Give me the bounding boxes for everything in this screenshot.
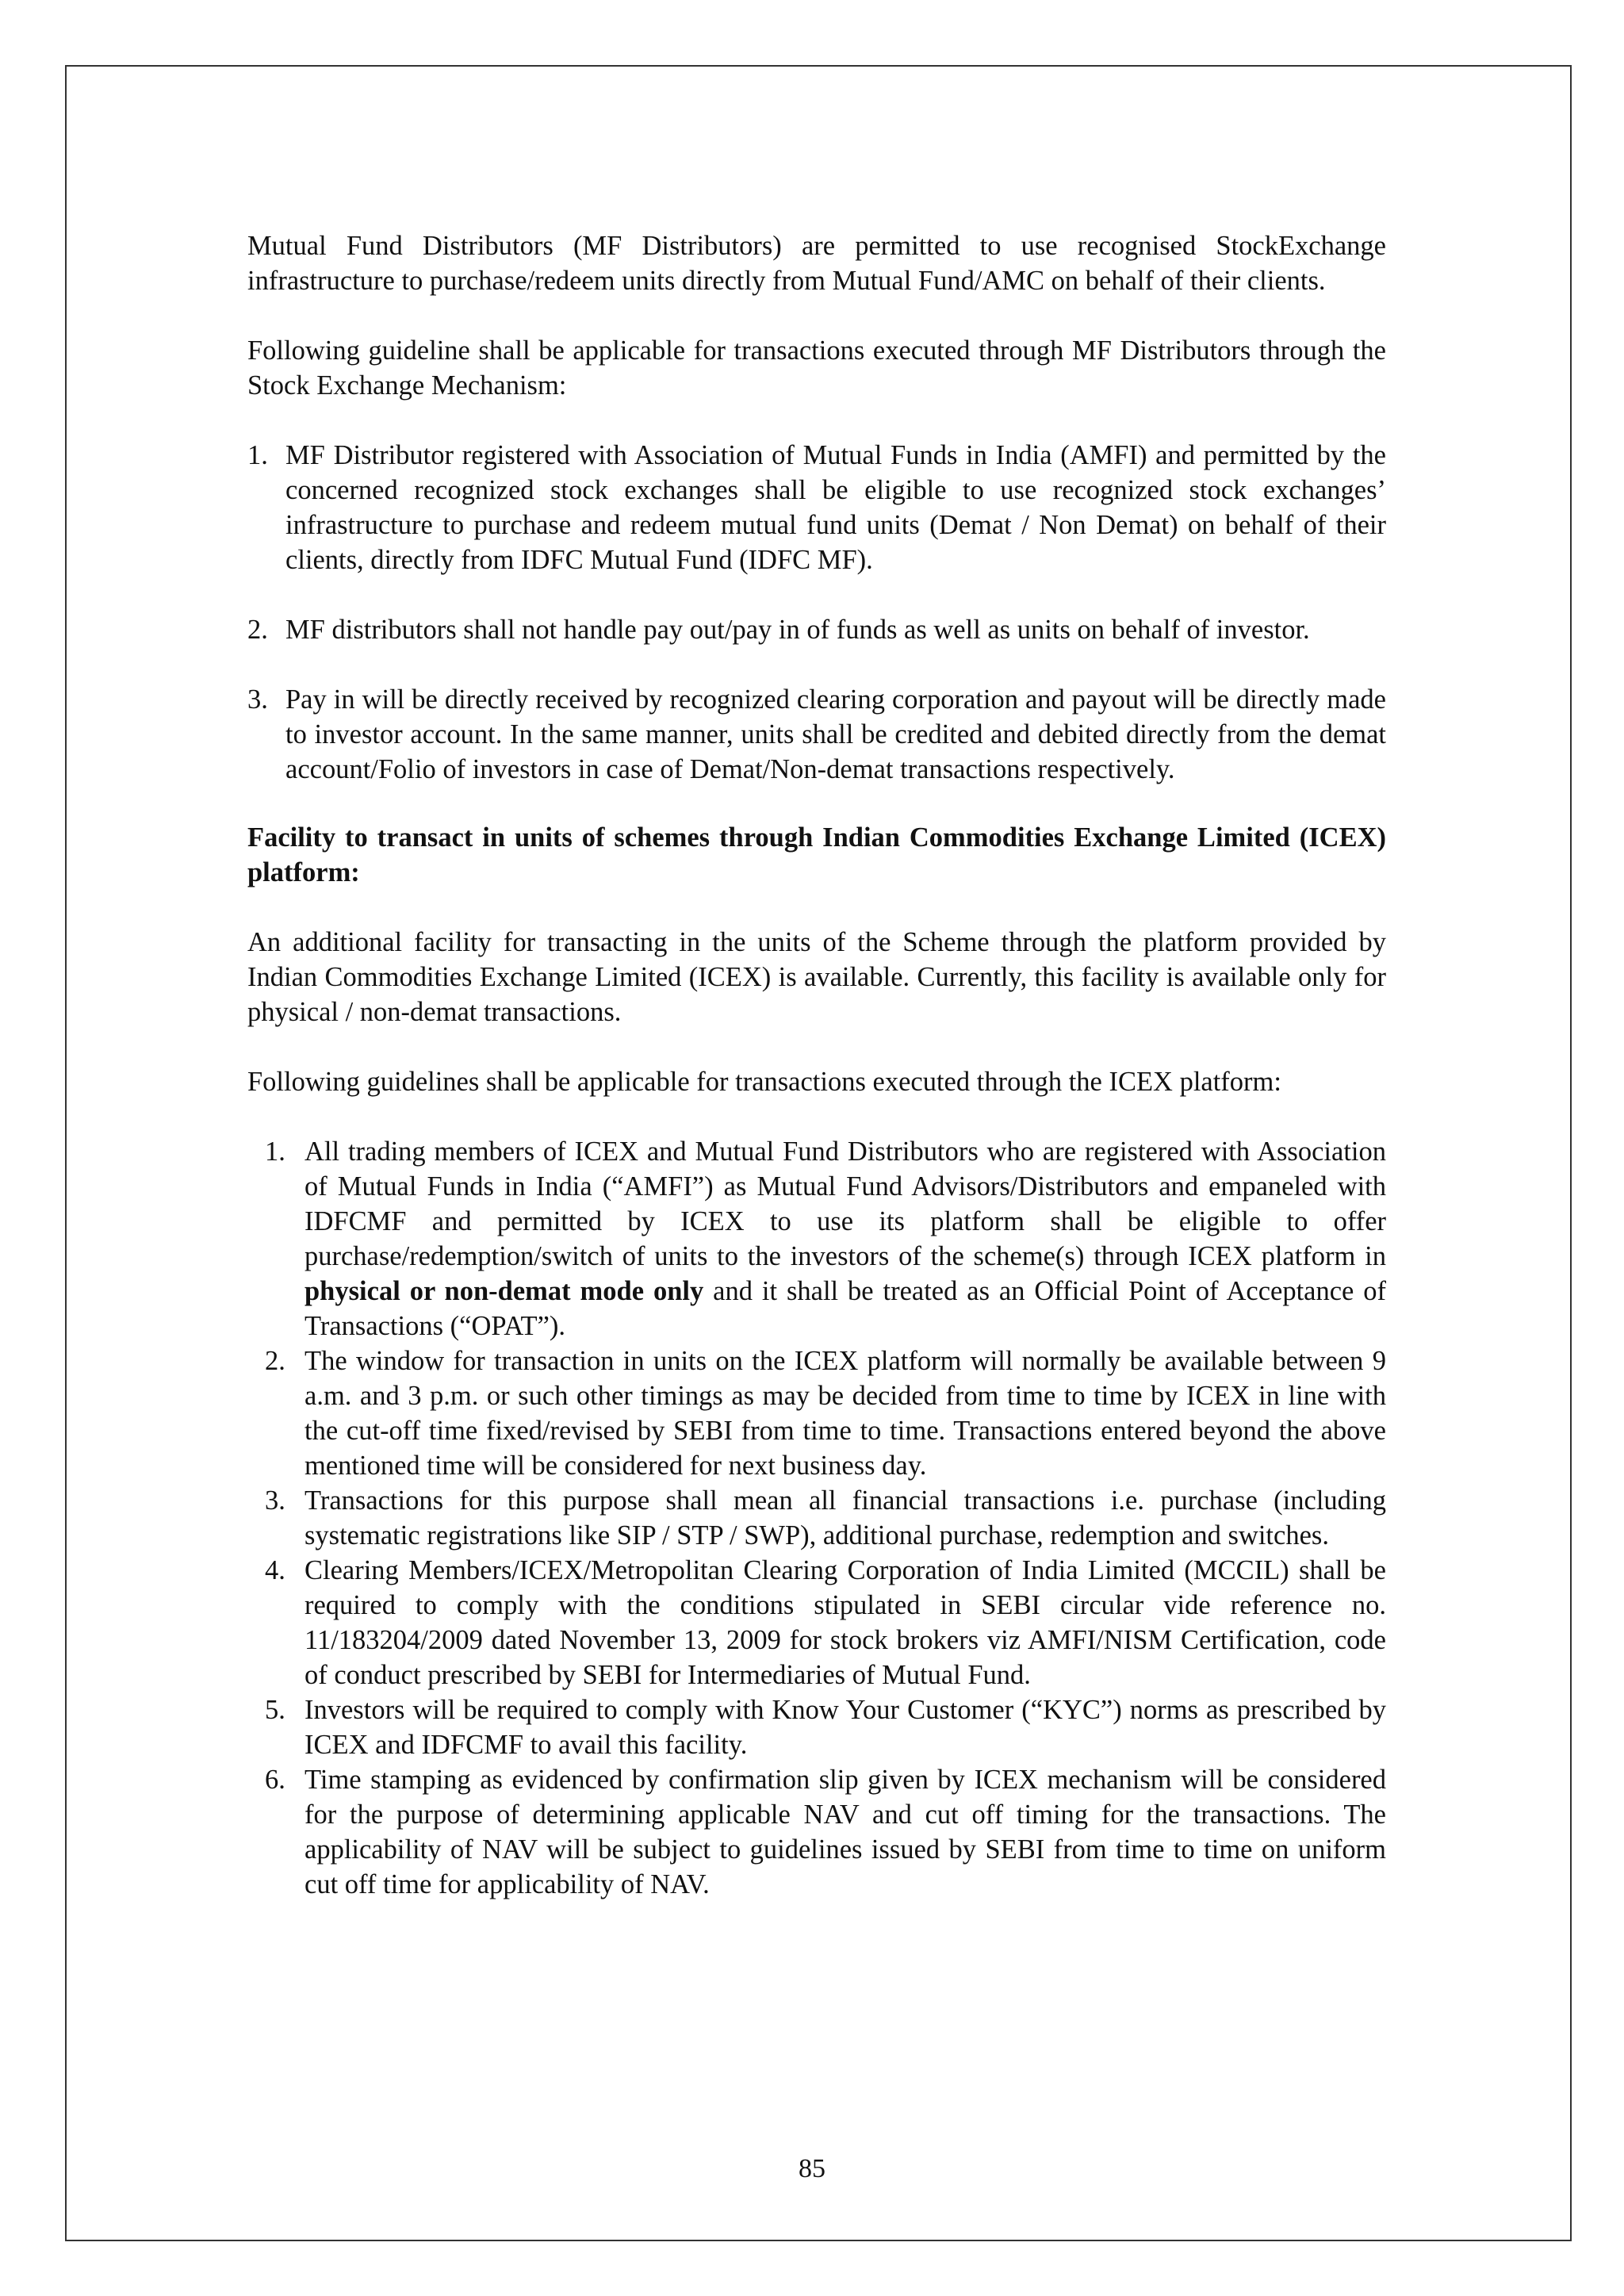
list-item (265, 1762, 1386, 1902)
page-number: 85 (799, 2154, 825, 2183)
list-item (247, 682, 1386, 787)
list-number: 3. (247, 684, 268, 715)
list-text: Transactions for this purpose shall mean all financial transactions i.e. purchase (including systematic registrations like SIP / STP / SWP), additional purchase, redemption and switches. (304, 1485, 1386, 1550)
icex-heading: Facility to transact in units of schemes through Indian Commodities Exchange Limited (ICEX) platform: (247, 822, 1386, 887)
list-text: Investors will be required to comply with Know Your Customer (“KYC”) norms as prescribed by ICEX and IDFCMF to avail this facility. (304, 1695, 1386, 1760)
list-number: 2. (247, 615, 268, 645)
list-number: 4. (265, 1555, 285, 1585)
list-item (247, 612, 1386, 647)
emphasis-text: physical or non-demat mode only (304, 1276, 704, 1306)
list-number: 5. (265, 1695, 285, 1725)
icex-guideline-intro: Following guidelines shall be applicable for transactions executed through the ICEX platform: (247, 1067, 1281, 1097)
list-item (247, 438, 1386, 577)
guideline-intro-paragraph: Following guideline shall be applicable for transactions executed through MF Distributors through the Stock Exchange Mechanism: (247, 335, 1386, 401)
list-text: Clearing Members/ICEX/Metropolitan Clearing Corporation of India Limited (MCCIL) shall be required to comply with the conditions stipulated in SEBI circular vide reference no. 11/183204/2009 dated November 13, 2009 for stock brokers viz AMFI/NISM Certification, code of conduct prescribed by SEBI for Intermediaries of Mutual Fund. (304, 1555, 1386, 1690)
list-text: MF distributors shall not handle pay out/pay in of funds as well as units on behalf of investor. (285, 615, 1310, 645)
intro-paragraph: Mutual Fund Distributors (MF Distributors) are permitted to use recognised StockExchange infrastructure to purchase/redeem units directly from Mutual Fund/AMC on behalf of their clients. (247, 231, 1386, 296)
icex-facility-paragraph: An additional facility for transacting in the units of the Scheme through the platform provided by Indian Commodities Exchange Limited (ICEX) is available. Currently, this facility is available only for physical / non-demat transactions. (247, 927, 1386, 1027)
list-item (265, 1692, 1386, 1762)
list-text: All trading members of ICEX and Mutual Fund Distributors who are registered with Association of Mutual Funds in India (“AMFI”) as Mutual Fund Advisors/Distributors and empaneled with IDFCMF and permitted by ICEX to use its platform shall be eligible to offer purchase/redemption/switch of units to the investors of the scheme(s) through ICEX platform in physical or non-demat mode only and it shall be treated as an Official Point of Acceptance of Transactions (“OPAT”). (304, 1137, 1387, 1341)
list-number: 6. (265, 1765, 285, 1795)
document-body (247, 228, 1386, 1902)
mf-distributor-list (247, 438, 1386, 787)
list-text: Pay in will be directly received by recognized clearing corporation and payout will be directly made to investor account. In the same manner, units shall be credited and debited directly from the demat account/Folio of investors in case of Demat/Non-demat transactions respectively. (285, 684, 1386, 784)
list-item (265, 1553, 1386, 1692)
list-number: 1. (247, 440, 268, 470)
list-number: 2. (265, 1346, 285, 1376)
list-item (265, 1343, 1386, 1483)
icex-guideline-list (247, 1134, 1386, 1902)
list-item (265, 1134, 1386, 1343)
list-text: The window for transaction in units on the ICEX platform will normally be available between 9 a.m. and 3 p.m. or such other timings as may be decided from time to time by ICEX in line with the cut-off time fixed/revised by SEBI from time to time. Transactions entered beyond the above mentioned time will be considered for next business day. (304, 1346, 1386, 1481)
list-text: Time stamping as evidenced by confirmation slip given by ICEX mechanism will be considered for the purpose of determining applicable NAV and cut off timing for the transactions. The applicability of NAV will be subject to guidelines issued by SEBI from time to time on uniform cut off time for applicability of NAV. (304, 1765, 1386, 1899)
list-text: MF Distributor registered with Association of Mutual Funds in India (AMFI) and permitted by the concerned recognized stock exchanges shall be eligible to use recognized stock exchanges’ infrastructure to purchase and redeem mutual fund units (Demat / Non Demat) on behalf of their clients, directly from IDFC Mutual Fund (IDFC MF). (285, 440, 1386, 575)
list-number: 1. (265, 1137, 285, 1167)
list-item (265, 1483, 1386, 1553)
list-number: 3. (265, 1485, 285, 1516)
